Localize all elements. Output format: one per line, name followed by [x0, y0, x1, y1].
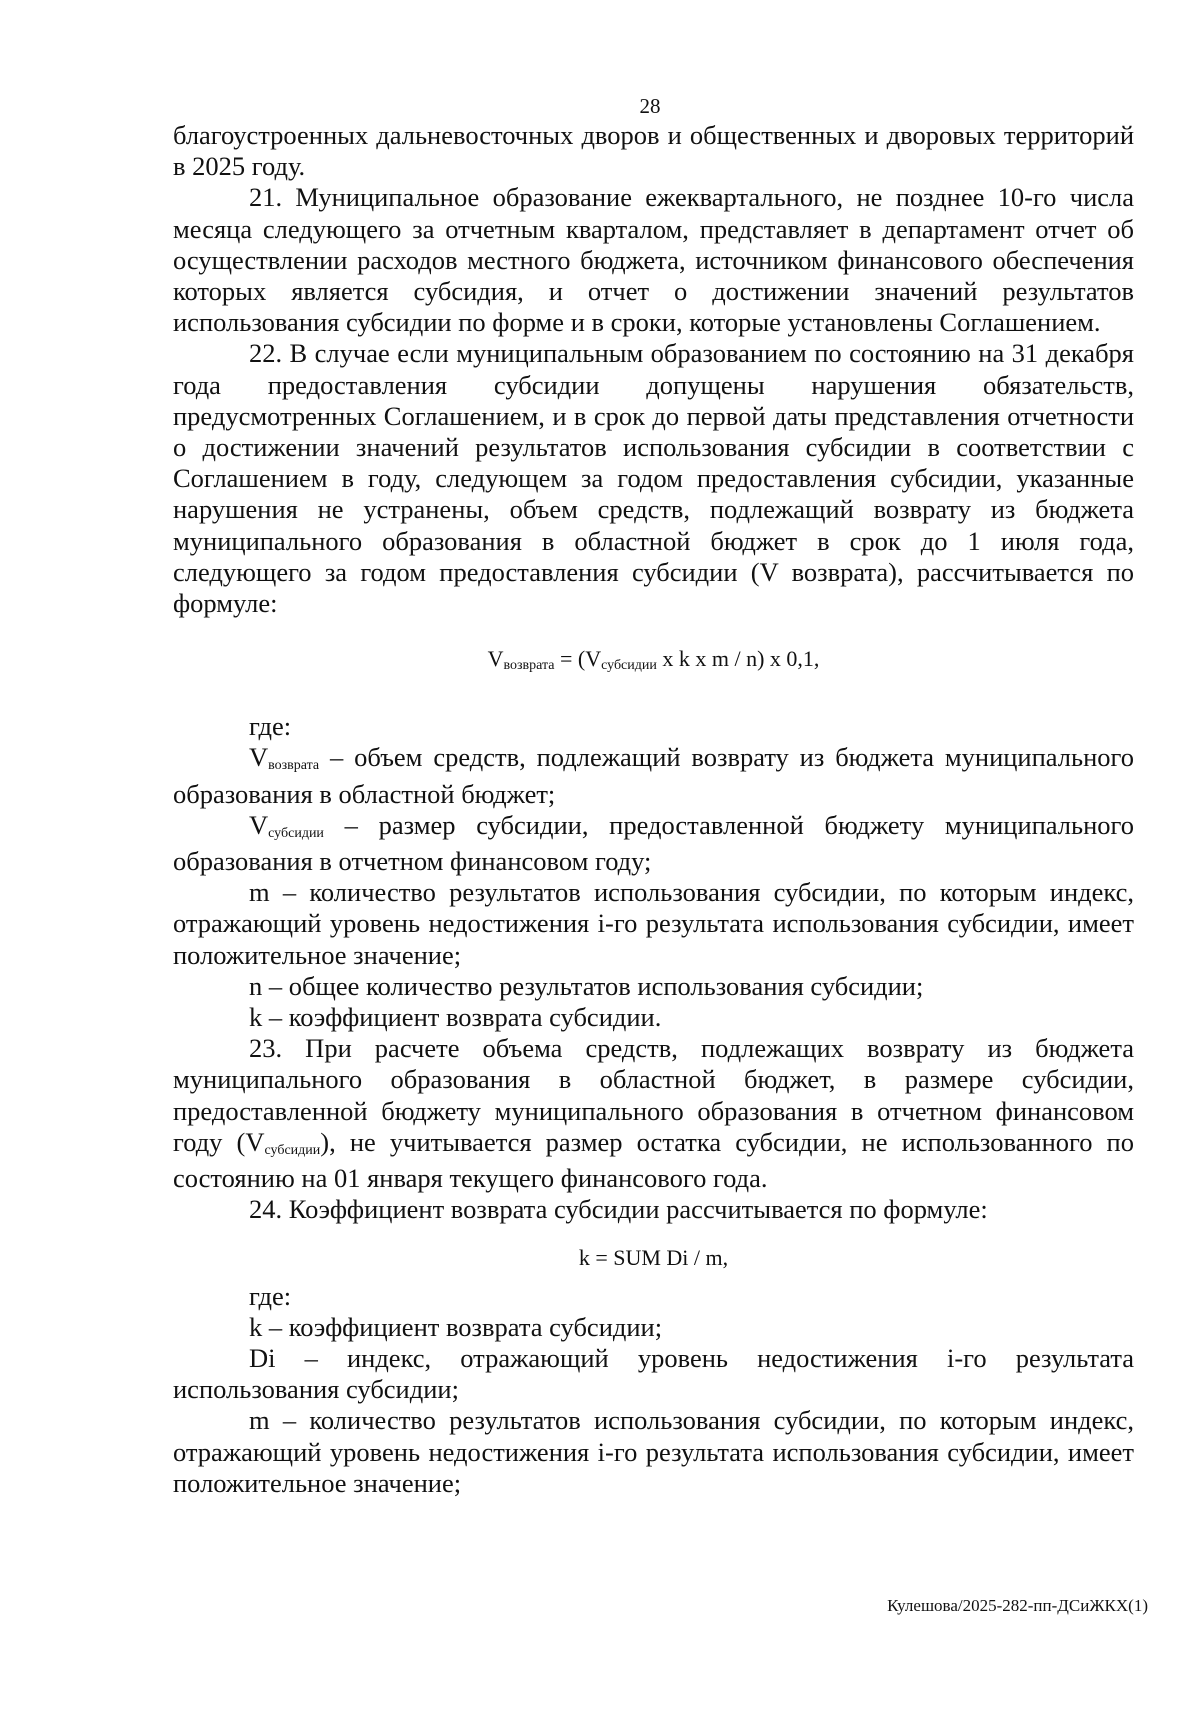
definition-k: k – коэффициент возврата субсидии. [249, 1002, 662, 1033]
paragraph-21: 21. Муниципальное образование ежеквартального, не позднее 10-го числа месяца следующего за отчетным кварталом, представляет в департамент отчет об осуществлении расходов местного бюджета, источником финансового обеспечения которых является субсидия, и отчет о достижении значений результатов использования субсидии по форме и в сроки, которые установлены Соглашением. [173, 182, 1134, 338]
paragraph-23 [173, 1033, 1134, 1194]
where-label-2: где: [249, 1280, 292, 1311]
footer-document-code: Кулешова/2025-282-пп-ДСиЖКХ(1) [887, 1596, 1148, 1615]
paragraph-23-b: ), не учитывается размер остатка субсидии, не использованного по состоянию на 01 января текущего финансового года. [173, 1126, 1134, 1194]
paragraph-23-a: 23. При расчете объема средств, подлежащих возврату из бюджета муниципального образования в областной бюджет, в размере субсидии, предоставленной бюджету муниципального образования в отчетном финансовом году (V [173, 1033, 1134, 1157]
formula-rest: x k x m / n) x 0,1, [656, 646, 820, 672]
where-label-1: где: [249, 711, 292, 742]
formula-k: k = SUM Di / m, [578, 1244, 729, 1270]
paragraph-23-sub: субсидии [264, 1142, 321, 1158]
paragraph-22: 22. В случае если муниципальным образованием по состоянию на 31 декабря года предоставления субсидии допущены нарушения обязательств, предусмотренных Соглашением, и в срок до первой даты представления отчетности о достижении значений результатов использования субсидии в соответствии с Соглашением в году, следующем за годом предоставления субсидии, указанные нарушения не устранены, объем средств, подлежащий возврату из бюджета муниципального образования в областной бюджет в срок до 1 июля года, следующего за годом предоставления субсидии (V возврата), рассчитывается по формуле: [173, 338, 1134, 619]
definition-vs-text: – размер субсидии, предоставленной бюджету муниципального образования в отчетном финансовом году; [173, 809, 1134, 877]
formula-v-return [173, 644, 1134, 678]
definition-v-subsidy [173, 810, 1134, 877]
definition-v-sub: возврата [268, 758, 320, 774]
definition-v-text: – объем средств, подлежащий возврату из бюджета муниципального образования в областной бюджет; [173, 742, 1134, 809]
definition-v: V [249, 742, 269, 773]
definition-n: n – общее количество результатов использования субсидии; [249, 970, 924, 1001]
page-number: 28 [639, 94, 661, 118]
definition-m: m – количество результатов использования субсидии, по которым индекс, отражающий уровень недостижения i-го результата использования субсидии, имеет положительное значение; [173, 877, 1134, 970]
paragraph-24: 24. Коэффициент возврата субсидии рассчитывается по формуле: [249, 1194, 988, 1225]
definition-v-return [173, 742, 1134, 809]
formula-mid-sub: субсидии [601, 658, 657, 674]
formula-mid: = (V [554, 646, 602, 672]
definition-m-2: m – количество результатов использования субсидии, по которым индекс, отражающий уровень недостижения i-го результата использования субсидии, имеет положительное значение; [173, 1405, 1134, 1498]
definition-di: Di – индекс, отражающий уровень недостижения i-го результата использования субсидии; [173, 1342, 1134, 1405]
definition-vs: V [249, 809, 269, 840]
formula-v-sub: возврата [503, 658, 555, 674]
formula-v: V [487, 646, 504, 672]
definition-k-2: k – коэффициент возврата субсидии; [249, 1311, 663, 1342]
definition-vs-sub: субсидии [268, 825, 324, 841]
document-body [173, 120, 1134, 1499]
paragraph-continuation: благоустроенных дальневосточных дворов и общественных и дворовых территорий в 2025 году. [173, 120, 1134, 182]
